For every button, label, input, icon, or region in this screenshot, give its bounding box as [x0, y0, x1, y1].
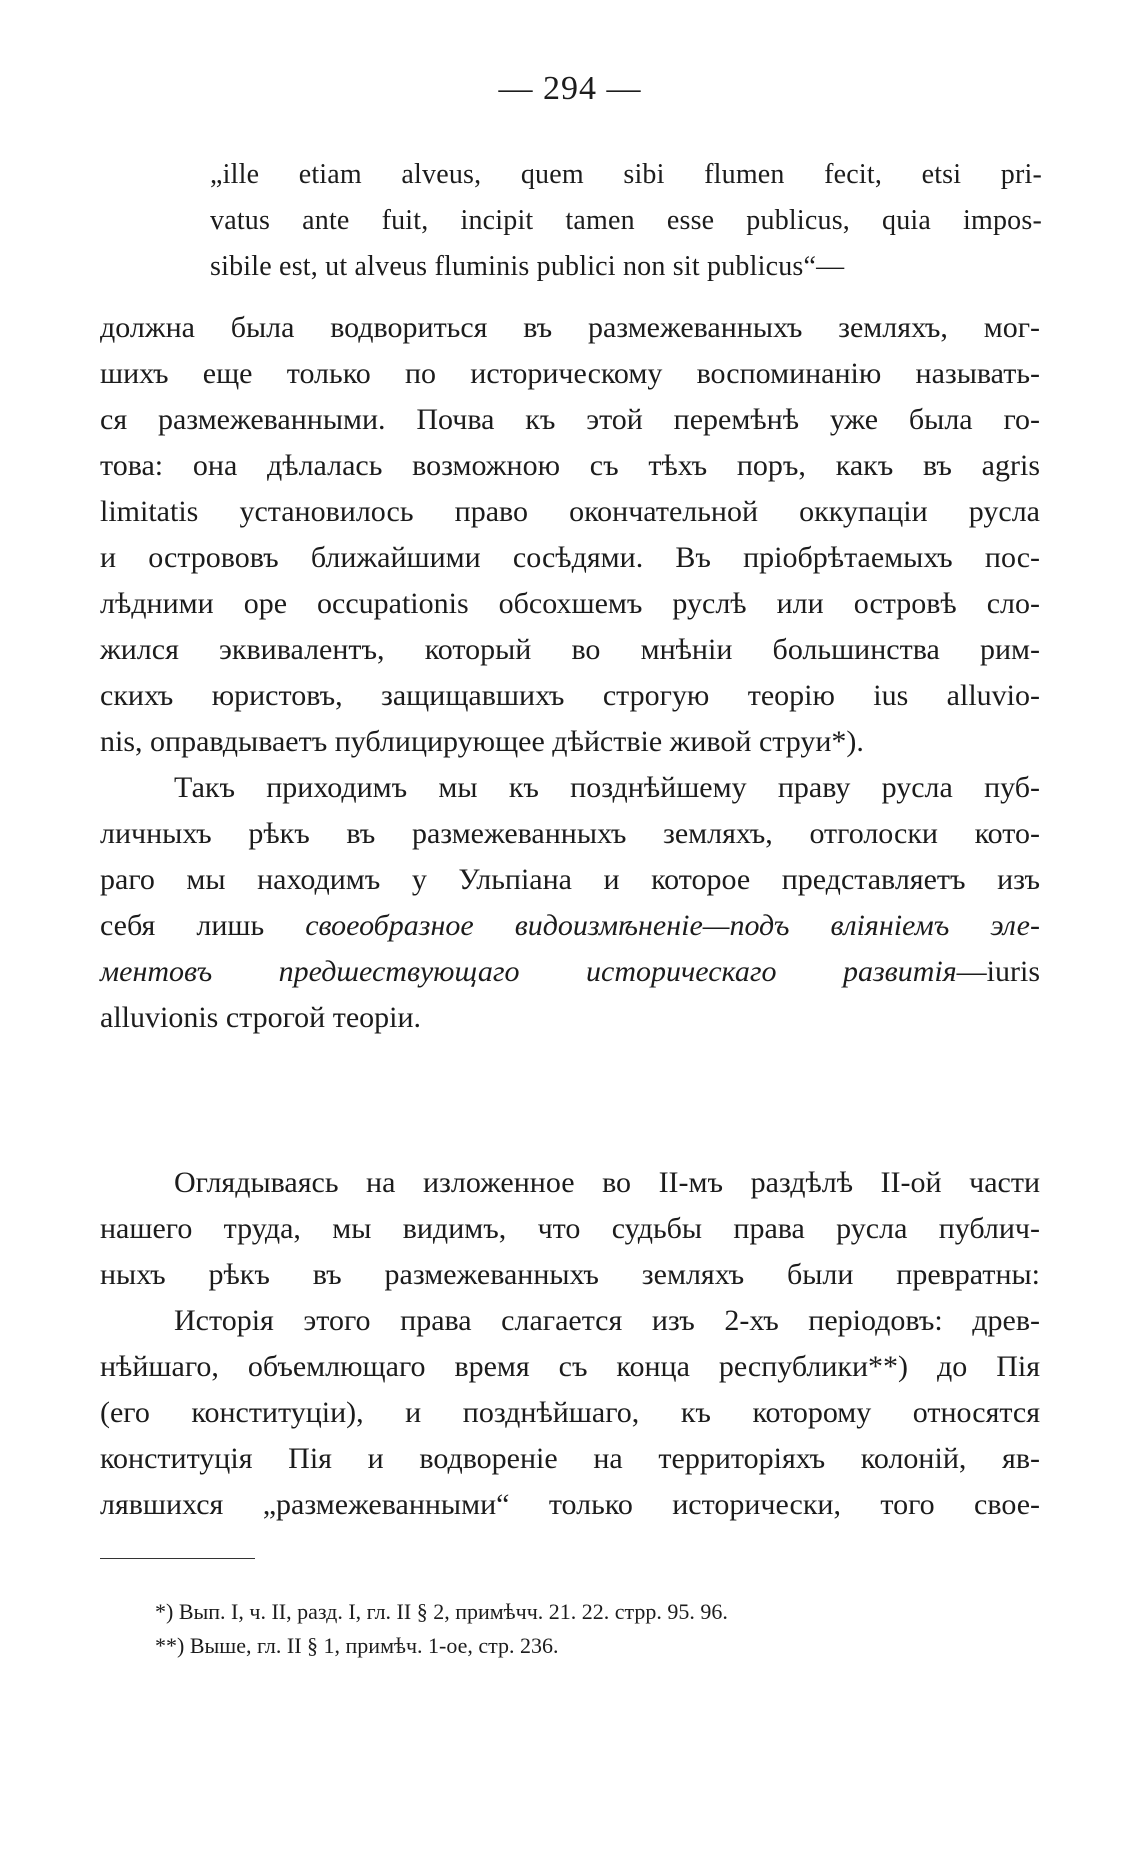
italic-run: своеобразное видоизмѣненіе—подъ вліяніемъ эле-	[305, 909, 1040, 942]
text-line	[100, 949, 1040, 995]
italic-run: ментовъ предшествующаго историческаго развитія	[100, 955, 957, 988]
footnote-separator	[100, 1558, 255, 1559]
text-line: ся размежеванными. Почва къ этой перемѣнѣ уже была го-	[100, 403, 1040, 436]
text-line: (его конституціи), и позднѣйшаго, къ которому относятся	[100, 1396, 1040, 1429]
text-line: limitatis установилось право окончательной оккупаціи русла	[100, 495, 1040, 528]
text-line: лявшихся „размежеванными“ только исторически, того свое-	[100, 1488, 1040, 1521]
text-line: нашего труда, мы видимъ, что судьбы права русла публич-	[100, 1212, 1040, 1245]
text-line: нѣйшаго, объемлющаго время съ конца республики**) до Пія	[100, 1350, 1040, 1383]
text-line: лѣдними ope occupationis обсохшемъ руслѣ или островѣ сло-	[100, 587, 1040, 620]
text-line: Оглядываясь на изложенное во II-мъ раздѣлѣ II-ой части	[174, 1166, 1040, 1199]
text-line: nis, оправдываетъ публицирующее дѣйствіе живой струи*).	[100, 725, 864, 758]
text-run: себя лишь	[100, 909, 306, 942]
text-line: скихъ юристовъ, защищавшихъ строгую теорію ius alluvio-	[100, 679, 1040, 712]
text-line: конституція Пія и водвореніе на территоріяхъ колоній, яв-	[100, 1442, 1040, 1475]
body-paragraphs	[100, 305, 1040, 1041]
text-line: шихъ еще только по историческому воспоминанію называть-	[100, 357, 1040, 390]
footnote: *) Вып. I, ч. II, разд. I, гл. II § 2, примѣчч. 21. 22. стрр. 95. 96.	[155, 1599, 728, 1624]
text-line: жился эквивалентъ, который во мнѣніи большинства рим-	[100, 633, 1040, 666]
text-line: alluvionis строгой теоріи.	[100, 1001, 422, 1034]
text-line	[100, 903, 1040, 949]
text-line: „ille etiam alveus, quem sibi flumen fecit, etsi pri-	[210, 159, 1042, 190]
section-paragraphs	[100, 1160, 1040, 1528]
latin-quote	[210, 152, 1042, 290]
text-line: sibile est, ut alveus fluminis publici non sit publicus“—	[210, 251, 845, 282]
text-line: личныхъ рѣкъ въ размежеванныхъ земляхъ, отголоски кото-	[100, 817, 1040, 850]
page-number: — 294 —	[498, 70, 642, 107]
text-line: Исторія этого права слагается изъ 2-хъ періодовъ: древ-	[174, 1304, 1040, 1337]
text-line: и острововъ ближайшими сосѣдями. Въ пріобрѣтаемыхъ пос-	[100, 541, 1040, 574]
text-line: това: она дѣлалась возможною съ тѣхъ поръ, какъ въ agris	[100, 449, 1040, 482]
text-line: Такъ приходимъ мы къ позднѣйшему праву русла пуб-	[174, 771, 1040, 804]
text-line: vatus ante fuit, incipit tamen esse publicus, quia impos-	[210, 205, 1042, 236]
text-line: ныхъ рѣкъ въ размежеванныхъ земляхъ были превратны:	[100, 1258, 1040, 1291]
text-line: должна была водвориться въ размежеванныхъ земляхъ, мог-	[100, 311, 1040, 344]
text-line: раго мы находимъ у Ульпіана и которое представляетъ изъ	[100, 863, 1040, 896]
text-run: —iuris	[956, 955, 1040, 988]
footnote: **) Выше, гл. II § 1, примѣч. 1-ое, стр. 236.	[155, 1633, 559, 1658]
